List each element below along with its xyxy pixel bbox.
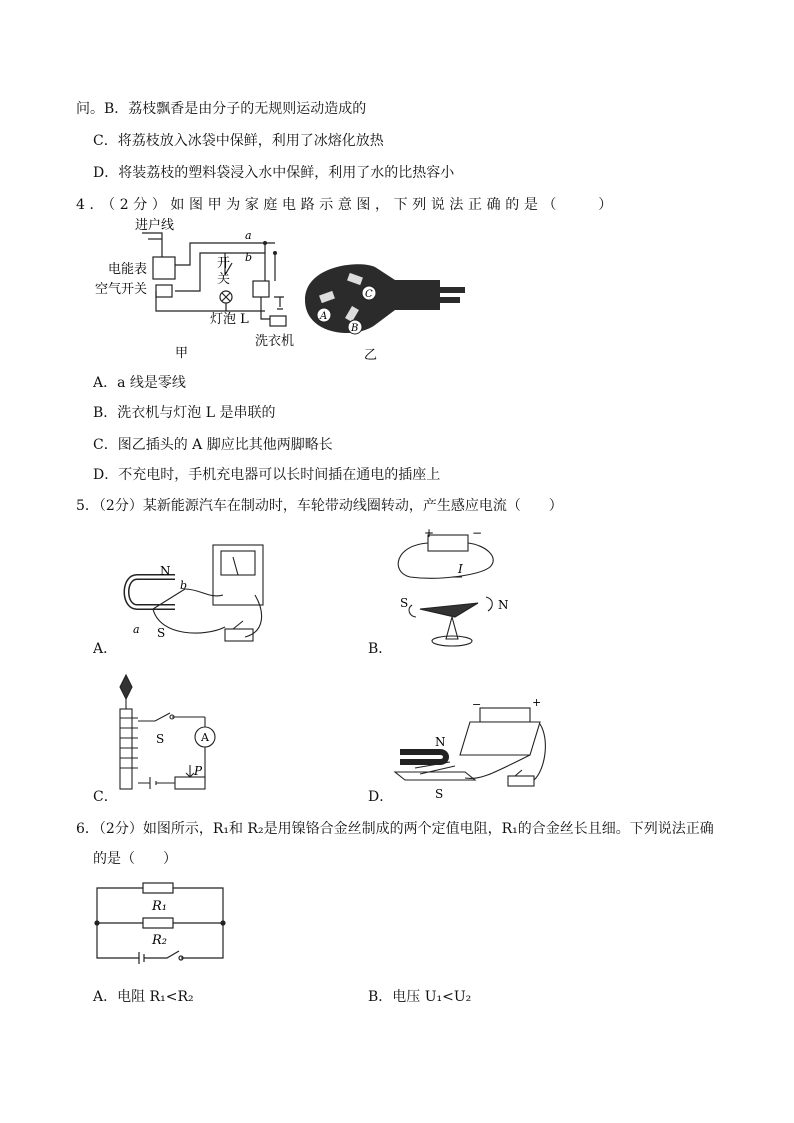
q5d-s: S	[435, 787, 444, 801]
q4-fig-kai: 开	[217, 256, 231, 271]
q5-figure-d	[390, 696, 550, 805]
q5-label-b: B．	[368, 641, 393, 657]
q5-label-d: D．	[368, 789, 394, 805]
q4-figure-yi-plug	[300, 255, 470, 365]
q4-fig-dengpao: 灯泡 L	[210, 312, 249, 327]
q5-figure-a	[115, 537, 275, 657]
q4-option-a: A．a 线是零线	[93, 375, 186, 391]
q5a-s: S	[157, 626, 166, 640]
q3-option-d: D．将装荔枝的塑料袋浸入水中保鲜，利用了水的比热容小	[93, 165, 455, 181]
q4-option-b: B．洗衣机与灯泡 L 是串联的	[93, 405, 276, 421]
q5c-s: S	[156, 732, 165, 746]
q5-label-c: C．	[93, 789, 118, 805]
q3-tail: 问。B．荔枝飘香是由分子的无规则运动造成的	[76, 101, 367, 117]
q5b-i: I	[458, 562, 463, 576]
q4-fig-pin-b: B	[351, 323, 359, 334]
q6-stem-line2: 的是（ ）	[93, 851, 177, 867]
q5c-p: P	[194, 764, 203, 778]
q6-option-b: B．电压 U₁<U₂	[368, 989, 472, 1005]
q6-r1-label: R₁	[152, 899, 167, 914]
q5b-n: N	[498, 598, 509, 612]
q4-fig-dianneng: 电能表	[108, 262, 148, 277]
q4-figure-jia	[90, 215, 310, 365]
q5-stem: 5．（2分）某新能源汽车在制动时，车轮带动线圈转动，产生感应电流（ ）	[76, 498, 563, 514]
q4-fig-kongqi: 空气开关	[95, 282, 148, 297]
q4-fig-b: b	[245, 251, 253, 264]
q3-option-c: C．将荔枝放入冰袋中保鲜，利用了冰熔化放热	[93, 133, 384, 149]
q5b-s: S	[400, 596, 409, 610]
q5-figure-c	[110, 673, 220, 803]
q6-r2-label: R₂	[152, 933, 167, 948]
q4-fig-guan: 关	[217, 272, 231, 287]
q5-figure-b	[390, 527, 520, 657]
q5c-ammeter: A	[201, 731, 209, 744]
q5-label-a: A．	[93, 641, 118, 657]
q6-stem-line1: 6．（2分）如图所示，R₁和 R₂是用镍铬合金丝制成的两个定值电阻，R₁的合金丝长且细。下列说法正确	[76, 821, 714, 837]
q4-fig-jinhuxian: 进户线	[135, 218, 175, 233]
q5d-n: N	[435, 735, 446, 749]
q4-fig-pin-a: A	[320, 311, 328, 322]
q4-stem: 4．（2分）如图甲为家庭电路示意图，下列说法正确的是（ ）	[76, 197, 617, 213]
q5d-minus: −	[472, 698, 482, 711]
q4-fig-pin-c: C	[365, 289, 373, 300]
q5a-a: a	[133, 623, 140, 636]
q6-circuit	[95, 880, 230, 970]
q4-fig-yi: 乙	[364, 348, 378, 363]
q4-option-d: D．不充电时，手机充电器可以长时间插在通电的插座上	[93, 467, 441, 483]
q5b-plus: +	[424, 526, 435, 540]
q6-option-a: A．电阻 R₁<R₂	[93, 989, 194, 1005]
q5b-minus: −	[472, 526, 483, 540]
q4-fig-a: a	[245, 229, 252, 242]
q4-fig-xiyiji: 洗衣机	[255, 334, 295, 349]
q4-option-c: C．图乙插头的 A 脚应比其他两脚略长	[93, 437, 333, 453]
q4-fig-jia: 甲	[175, 346, 189, 361]
q5a-n: N	[160, 564, 171, 578]
q5d-plus: +	[532, 696, 542, 709]
q5a-b: b	[180, 579, 188, 592]
